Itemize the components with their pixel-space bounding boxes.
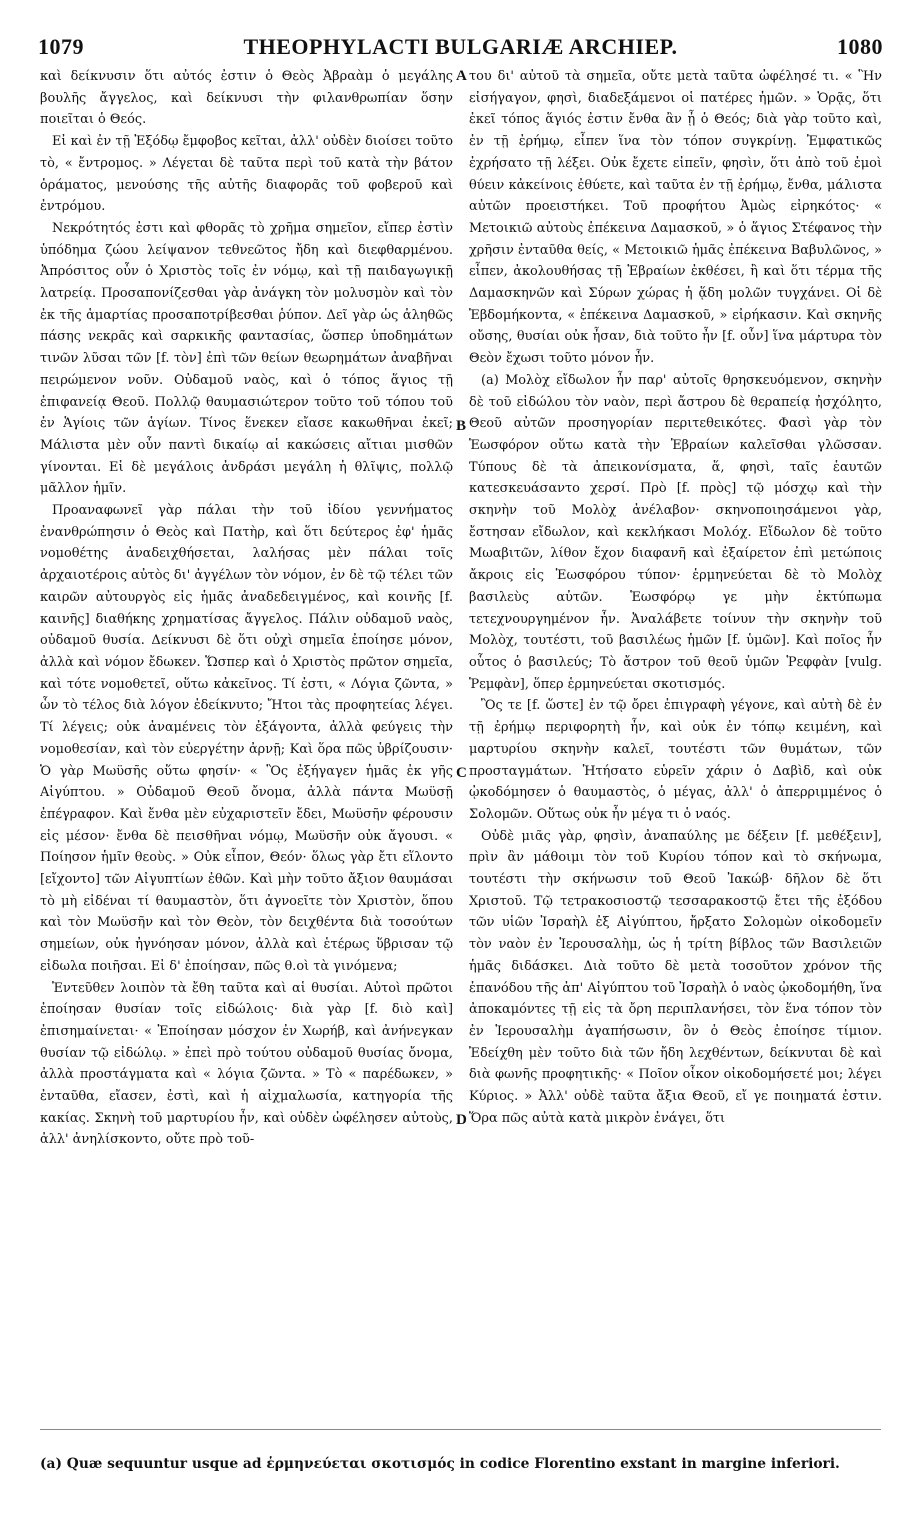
right-column [469, 66, 882, 1426]
paragraph: Ἐντεῦθεν λοιπὸν τὰ ἔθη ταῦτα καὶ αἱ θυσίαι. Αὐτοὶ πρῶτοι ἐποίησαν θυσίαν τοῖς εἰδώλοις· διὰ γὰρ [f. διὸ καὶ] ἐπισημαίνεται· « Ἐποίησαν μόσχον ἐν Χωρήβ, καὶ ἀνήνεγκαν θυσίαν τῷ εἰδώλῳ. » ἐπεὶ πρὸ τούτου οὐδαμοῦ θυσίας ὄνομα, ἀλλὰ προστάγματα καὶ « λόγια ζῶντα. » Τὸ « παρέδωκεν, » ἐνταῦθα, εἴασεν, ἐστὶ, καὶ ἡ αἰχμαλωσία, κατηγορία τῆς κακίας. Σκηνὴ τοῦ μαρτυρίου ἦν, καὶ οὐδὲν ὠφέλησεν αὐτοὺς, ἀλλ' ἀνηλίσκοντο, οὔτε πρὸ τοῦ- [40, 980, 453, 1148]
paragraph: Προαναφωνεῖ γὰρ πάλαι τὴν τοῦ ἰδίου γεννήματος ἐνανθρώπησιν ὁ Θεὸς καὶ Πατὴρ, καὶ ὅτι δεύτερος ἐφ' ἡμᾶς νομοθέτης ἀναδειχθήσεται, λαλήσας μὲν πάλαι τοῖς ἀρχαιοτέροις αὐτὸς δι' ἀγγέλων τὸν νόμον, ἐν δὲ τῷ τέλει τῶν καιρῶν αὐτουργὸς εἰς ἡμᾶς ἀναδεδειγμένος, καὶ κοινῆς [f. καινῆς] διαθήκης χρηματίσας ἄγγελος. Πάλιν οὐδαμοῦ ναὸς, οὐδαμοῦ θυσία. Δείκνυσι δὲ ὅτι οὐχὶ σημεῖα ἐποίησε μόνον, ἀλλὰ καὶ νόμον ἔδωκεν. Ὥσπερ καὶ ὁ Χριστὸς πρῶτον σημεῖα, καὶ τότε νομοθετεῖ, οὕτω κἀκεῖνος. Τί ἐστι, « Λόγια ζῶντα, » ὧν τὸ τέλος διὰ λόγον ἐδείκνυτο; Ἤτοι τὰς προφητείας λέγει. Τί λέγεις; οὐκ ἀναμένεις τὸν ἐξάγοντα, ἀλλὰ φεύγεις τὴν νομοθεσίαν, καὶ τὸν εὐεργέτην ἀρνῇ; Καὶ ὅρα πῶς ὑβρίζουσιν· Ὁ γὰρ Μωϋσῆς οὕτω φησίν· « Ὃς ἐξήγαγεν ἡμᾶς ἐκ γῆς Αἰγύπτου. » Οὐδαμοῦ Θεοῦ ὄνομα, ἀλλὰ πάντα Μωϋσῇ ἐπέγραφον. Καὶ ἔνθα μὲν εὐχαριστεῖν ἔδει, Μωϋσῆν φέρουσιν εἰς μέσον· ἔνθα δὲ πεισθῆναι νόμῳ, Μωϋσῆν οὐκ ἄγουσι. « Ποίησον ἡμῖν θεοὺς. » Οὐκ εἶπον, Θεόν· ὅλως γὰρ ἔτι εἵλοντο [εἴχοντο] τῶν Αἰγυπτίων ἐθῶν. Καὶ μὴν τοῦτο ἄξιον θαυμάσαι τὸ μὴ εἰδέναι τί θαυμαστὸν, ὅτι ἀγνοεῖτε τὸν Χριστὸν, ὅπου καὶ τὸν Μωϋσῆν καὶ τὸν Θεὸν, τὸν δειχθέντα διὰ τοσούτων σημείων, οὐκ ἠγνόησαν μόνον, ἀλλὰ καὶ ἑτέρως ὕβρισαν τῷ εἰδωλα ποιῆσαι. Εἰ δ' ἐποίησαν, πῶς θ.οὶ τὰ γινόμενα; [40, 503, 453, 974]
paragraph: Ὃς τε [f. ὥστε] ἐν τῷ ὄρει ἐπιγραφὴ γέγονε, καὶ αὐτὴ δὲ ἐν τῇ ἐρήμῳ περιφορητὴ ἦν, καὶ οὐκ ἐν τόπῳ κειμένη, καὶ μαρτυρίου σκηνὴν καλεῖ, τουτέστι τῶν θυμάτων, τῶν προσταγμάτων. Ἠτήσατο εὑρεῖν χάριν ὁ Δαβὶδ, καὶ οὐκ ᾠκοδόμησεν ὁ θαυμαστὸς, ὁ μέγας, ἀλλ' ὁ ἀπερριμμένος ὁ Σολομῶν. Οὕτως οὐκ ἦν μέγα τι ὁ ναός. [469, 698, 882, 822]
page-number-left: 1079 [38, 34, 84, 59]
paragraph: (a) Μολὸχ εἴδωλον ἦν παρ' αὐτοῖς θρησκευόμενον, σκηνὴν δὲ τοῦ εἰδώλου τὸν ναὸν, περὶ ἄστρου δὲ θεραπείᾳ ἠσχόλητο, Θεοῦ αὐτῶν προσηγορίαν περιτεθεικότες. Φασὶ γὰρ τὸν Ἑωσφόρον οὕτω κατὰ τὴν Ἑβραίων καλεῖσθαι γλῶσσαν. Τύπους δὲ τὰ ἀπεικονίσματα, ἅ, φησὶ, ταῖς ἑαυτῶν κατεσκευάσαντο χερσί. Πρὸ [f. πρὸς] τῷ μόσχῳ καὶ τὴν σκηνὴν τοῦ Μολὸχ ἀνέλαβον· σκηνοποιησάμενοι γὰρ, ἔστησαν εἴδωλον, καὶ κεκλήκασι Μολόχ. Εἴδωλον δὲ τοῦτο Μωαβιτῶν, λίθον ἔχον διαφανῆ καὶ ἐξαίρετον ἐπὶ μετώποις ἄκροις εἰς Ἑωσφόρου τύπον· ἑρμηνεύεται δὲ τὸ Μολὸχ βασιλεὺς αὐτῶν. Ἑωσφόρῳ γε μὴν ἐκτύπωμα τετεχνουργημένον ἦν. Ἀναλάβετε τοίνυν τὴν σκηνὴν τοῦ Μολὸχ, τουτέστι, τοῦ βασιλέως ἡμῶν [f. ὑμῶν]. Καὶ ποῖος ἦν οὗτος ὁ βασιλεύς; Τὸ ἄστρον τοῦ θεοῦ ὑμῶν Ῥεφφὰν [vulg. Ῥεμφὰν], ὅπερ ἑρμηνεύεται σκοτισμός. [469, 372, 882, 692]
running-title: THEOPHYLACTI BULGARIÆ ARCHIEP. [243, 34, 678, 59]
page-number-right: 1080 [837, 34, 883, 59]
paragraph: του δι' αὐτοῦ τὰ σημεῖα, οὔτε μετὰ ταῦτα ὠφέλησέ τι. « Ἣν εἰσήγαγον, φησὶ, διαδεξάμενοι οἱ πατέρες ἡμῶν. » Ὁρᾷς, ὅτι ἐκεῖ τόπος ἅγιός ἐστιν ἔνθα ἂν ᾖ ὁ Θεός; διὰ γὰρ τοῦτο καὶ, ἐν τῇ ἐρήμῳ, εἶπεν ἵνα τὸν τόπον συγκρίνῃ. Ἐμφατικῶς ἐχρήσατο τῇ λέξει. Οὐκ ἔχετε εἰπεῖν, φησὶν, ὅτι ἀπὸ τοῦ ἐμοὶ θύειν κἀκείνοις ἐθύετε, καὶ ταῦτα ἐν τῇ ἐρήμῳ, ἔνθα, μάλιστα αὐτῶν προειστήκει. Τοῦ προφήτου Ἀμὼς εἰρηκότος· « Μετοικιῶ αὐτοὺς ἐπέκεινα Δαμασκοῦ, » ὁ ἅγιος Στέφανος τὴν χρῆσιν ἐνταῦθα θείς, « Μετοικιῶ ἡμᾶς ἐπέκεινα Βαβυλῶνος, » εἶπεν, ἀκολουθήσας τῇ Ἑβραίων ἐκθέσει, ἢ καὶ ὅτι τέρμα τῆς Δαμασκηνῶν καὶ Σύρων χώρας ἡ ᾅδη μολῶν τυγχάνει. Οἱ δὲ Ἑβδομήκοντα, « ἐπέκεινα Δαμασκοῦ, » εἰρήκασιν. Καὶ σκηνῆς οὔσης, θυσίαι οὐκ ἦσαν, διὰ τοῦτο ἦν [f. οὖν] ἵνα μάρτυρα τὸν Θεὸν ἔχωσι τοῦτο μόνον ἦν. [469, 69, 882, 367]
paragraph: Οὐδὲ μιᾶς γὰρ, φησὶν, ἀναπαύλης με δέξειν [f. μεθέξειν], πρὶν ἂν μάθοιμι τὸν τοῦ Κυρίου τόπον καὶ τὸ σκήνωμα, τουτέστι τὴν σκήνωσιν τοῦ Θεοῦ Ἰακώβ· δῆλον δὲ ὅτι Χριστοῦ. Τῷ τετρακοσιοστῷ τεσσαρακοστῷ ἔτει τῆς ἐξόδου τῶν υἱῶν Ἰσραὴλ ἐξ Αἰγύπτου, ἤρξατο Σολομὼν οἰκοδομεῖν τὸν ναὸν ἐν Ἱερουσαλὴμ, ὡς ἡ τρίτη βίβλος τῶν Βασιλειῶν ἡμᾶς διδάσκει. Διὰ τοῦτο δὲ μετὰ τοσοῦτον χρόνον τῆς ἐπανόδου τῆς ἀπ' Αἰγύπτου τοῦ Ἰσραὴλ ὁ ναὸς ᾠκοδομήθη, ἵνα ἀποκαμόντες τῇ εἰς τὰ ὄρη περιπλανήσει, τὸν ἕνα τόπον τὸν ἐν Ἱερουσαλὴμ ἀγαπήσωσιν, ὃν ὁ Θεὸς ἐποίησε τίμιον. Ἐδείχθη μὲν τοῦτο διὰ τῶν ἤδη λεχθέντων, δείκνυται δὲ καὶ διὰ φωνῆς προφητικῆς· « Ποῖον οἶκον οἰκοδομήσετέ μοι; λέγει Κύριος. » Ἀλλ' οὐδὲ ταῦτα ἄξια Θεοῦ, εἴ γε ποιηματά ἐστιν. Ὅρα πῶς αὐτὰ κατὰ μικρὸν ἐνάγει, ὅτι [469, 828, 882, 1126]
paragraph: καὶ δείκνυσιν ὅτι αὐτός ἐστιν ὁ Θεὸς Ἀβραὰμ ὁ μεγάλης βουλῆς ἄγγελος, καὶ δείκνυσι τὴν φιλανθρωπίαν ὅσην ποιεῖται ὁ Θεός. [40, 69, 453, 128]
footnote-divider [40, 1429, 881, 1430]
footnote: (a) Quæ sequuntur usque ad ἑρμηνεύεται σκοτισμός in codice Florentino exstant in margine inferiori. [40, 1456, 840, 1472]
left-column [40, 66, 453, 1426]
section-marker-b: B [456, 418, 467, 434]
section-marker-d: D [456, 1112, 467, 1128]
paragraph: Νεκρότητός ἐστι καὶ φθορᾶς τὸ χρῆμα σημεῖον, εἴπερ ἐστὶν ὑπόδημα ζώου λείψανον τεθνεῶτος ἤδη καὶ διεφθαρμένου. Ἀπρόσιτος οὖν ὁ Χριστὸς τοῖς ἐν νόμῳ, καὶ τῇ παιδαγωγικῇ λατρείᾳ. Προσαπονίζεσθαι γὰρ ἀνάγκη τὸν μολυσμὸν καὶ τὸν ἐκ τῆς ἁμαρτίας προσαποτρίβεσθαι ῥύπον. Δεῖ γὰρ ὡς ἀληθῶς πάσης νεκρᾶς καὶ σαρκικῆς φαντασίας, ὥσπερ ὑποδημάτων τινῶν λῦσαι τῶν [f. τὸν] ἐπὶ τῶν θείων θεωρημάτων ἀναβῆναι πειρώμενον νοῦν. Οὐδαμοῦ ναὸς, καὶ ὁ τόπος ἅγιος τῇ ἐπιφανείᾳ Θεοῦ. Πολλῷ θαυμασιώτερον τοῦτο τοῦ τόπου τοῦ ἐν Ἁγίοις τῶν ἁγίων. Τίνος ἕνεκεν εἴασε κακωθῆναι ἐκεῖ; Μάλιστα μὲν οὖν παντὶ δικαίῳ αἱ κακώσεις αἴτιαι μισθῶν γίνονται. Εἰ δὲ μεγάλοις ἀνδράσι μεγάλη ἡ θλῖψις, πολλῷ μᾶλλον ἡμῖν. [40, 220, 453, 497]
running-header [38, 34, 883, 62]
section-marker-c: C [456, 765, 467, 781]
section-marker-a: A [456, 68, 467, 84]
paragraph: Εἰ καὶ ἐν τῇ Ἐξόδῳ ἔμφοβος κεῖται, ἀλλ' οὐδὲν διοίσει τοῦτο τὸ, « ἔντρομος. » Λέγεται δὲ ταῦτα περὶ τοῦ κατὰ τὴν βάτον ὁράματος, μενούσης τῆς αὐτῆς διαφορᾶς τοῦ φοβεροῦ καὶ ἐντρόμου. [40, 134, 453, 215]
